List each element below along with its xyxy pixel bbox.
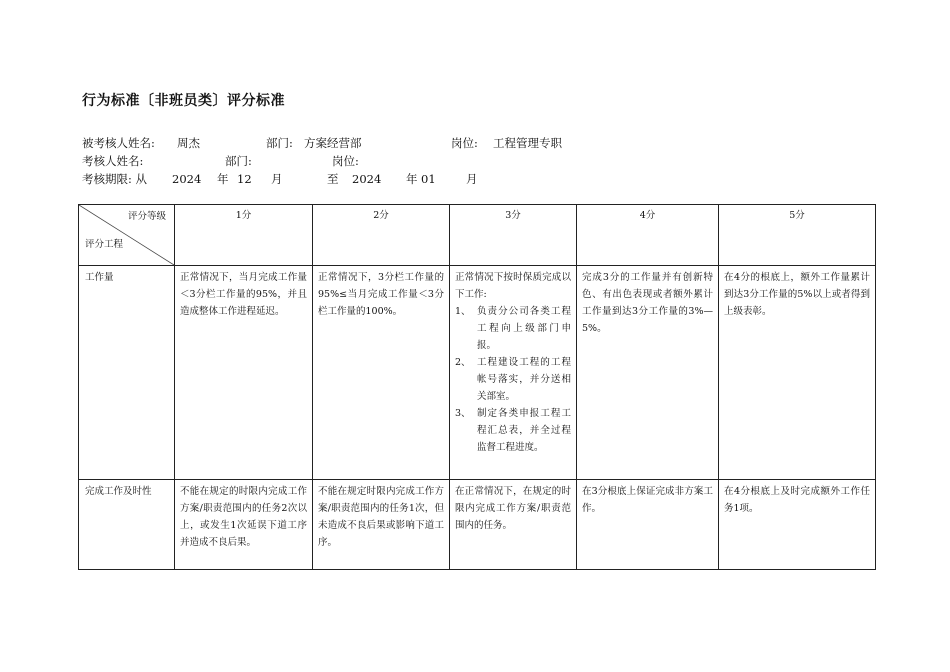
table-row — [79, 480, 876, 570]
row-label-workload: 工作量 — [79, 266, 175, 480]
to-char: 至 — [327, 172, 339, 186]
table-row — [79, 266, 876, 480]
list-item-number: 1、 — [455, 306, 471, 317]
assessor-dept-label: 部门: — [225, 154, 252, 168]
list-item-number: 2、 — [455, 357, 471, 368]
year-char-1: 年 — [217, 172, 229, 186]
cell-workload-4: 完成3分的工作量并有创新特色、有出色表现或者额外累计工作量到达3分工作量的3%—5%。 — [577, 266, 719, 480]
header-1: 1分 — [175, 205, 313, 266]
list-item-text: 工程建设工程的工程帐号落实，并分送相关部室。 — [477, 357, 571, 402]
cell-workload-1: 正常情况下，当月完成工作量＜3分栏工作量的95%，并且造成整体工作进程延迟。 — [175, 266, 313, 480]
assessee-label: 被考核人姓名: — [82, 136, 155, 150]
row-label-timeliness: 完成工作及时性 — [79, 480, 175, 570]
from-month: 12 — [237, 172, 252, 186]
month-char-1: 月 — [271, 172, 283, 186]
from-year: 2024 — [172, 172, 202, 186]
cell-timeliness-5: 在4分根底上及时完成额外工作任务1项。 — [719, 480, 876, 570]
period-label: 考核期限: 从 — [82, 172, 148, 186]
header-2: 2分 — [313, 205, 450, 266]
cell-timeliness-4: 在3分根底上保证完成非方案工作。 — [577, 480, 719, 570]
task-list — [455, 303, 571, 456]
to-month: 01 — [421, 172, 436, 186]
list-item-number: 3、 — [455, 408, 471, 419]
assessee-name: 周杰 — [177, 136, 200, 150]
cell-workload-5: 在4分的根底上，额外工作量累计到达3分工作量的5%以上或者得到上级表彰。 — [719, 266, 876, 480]
header-5: 5分 — [719, 205, 876, 266]
corner-bottom-label: 评分工程 — [85, 239, 124, 250]
list-item-text: 负责分公司各类工程工程向上级部门申报。 — [477, 306, 571, 351]
cell-workload-2: 正常情况下，3分栏工作量的95%≤当月完成工作量＜3分栏工作量的100%。 — [313, 266, 450, 480]
dept-value: 方案经营部 — [304, 136, 362, 150]
cell-timeliness-2: 不能在规定时限内完成工作方案/职责范围内的任务1次，但未造成不良后果或影响下道工序。 — [313, 480, 450, 570]
score-table — [78, 204, 876, 570]
list-item — [455, 405, 571, 456]
corner-cell — [79, 205, 175, 266]
dept-label: 部门: — [266, 136, 293, 150]
month-char-2: 月 — [466, 172, 478, 186]
list-item-text: 制定各类申报工程工程汇总表，并全过程监督工程进度。 — [477, 408, 571, 453]
assessor-label: 考核人姓名: — [82, 154, 144, 168]
cell-timeliness-1: 不能在规定的时限内完成工作方案/职责范围内的任务2次以上，或发生1次延误下道工序并造成不良后果。 — [175, 480, 313, 570]
to-year: 2024 — [352, 172, 382, 186]
post-value: 工程管理专职 — [493, 136, 562, 150]
header-4: 4分 — [577, 205, 719, 266]
cell-timeliness-3: 在正常情况下，在规定的时限内完成工作方案/职责范围内的任务。 — [450, 480, 577, 570]
year-char-2: 年 — [406, 172, 418, 186]
header-3: 3分 — [450, 205, 577, 266]
post-label: 岗位: — [451, 136, 478, 150]
corner-top-label: 评分等级 — [127, 211, 166, 222]
cell-workload-3-intro: 正常情况下按时保质完成以下工作: — [455, 272, 571, 300]
assessor-post-label: 岗位: — [332, 154, 359, 168]
list-item — [455, 303, 571, 354]
header-row — [79, 205, 876, 266]
page-title: 行为标准〔非班员类〕评分标准 — [82, 93, 285, 109]
cell-workload-3 — [450, 266, 577, 480]
list-item — [455, 354, 571, 405]
